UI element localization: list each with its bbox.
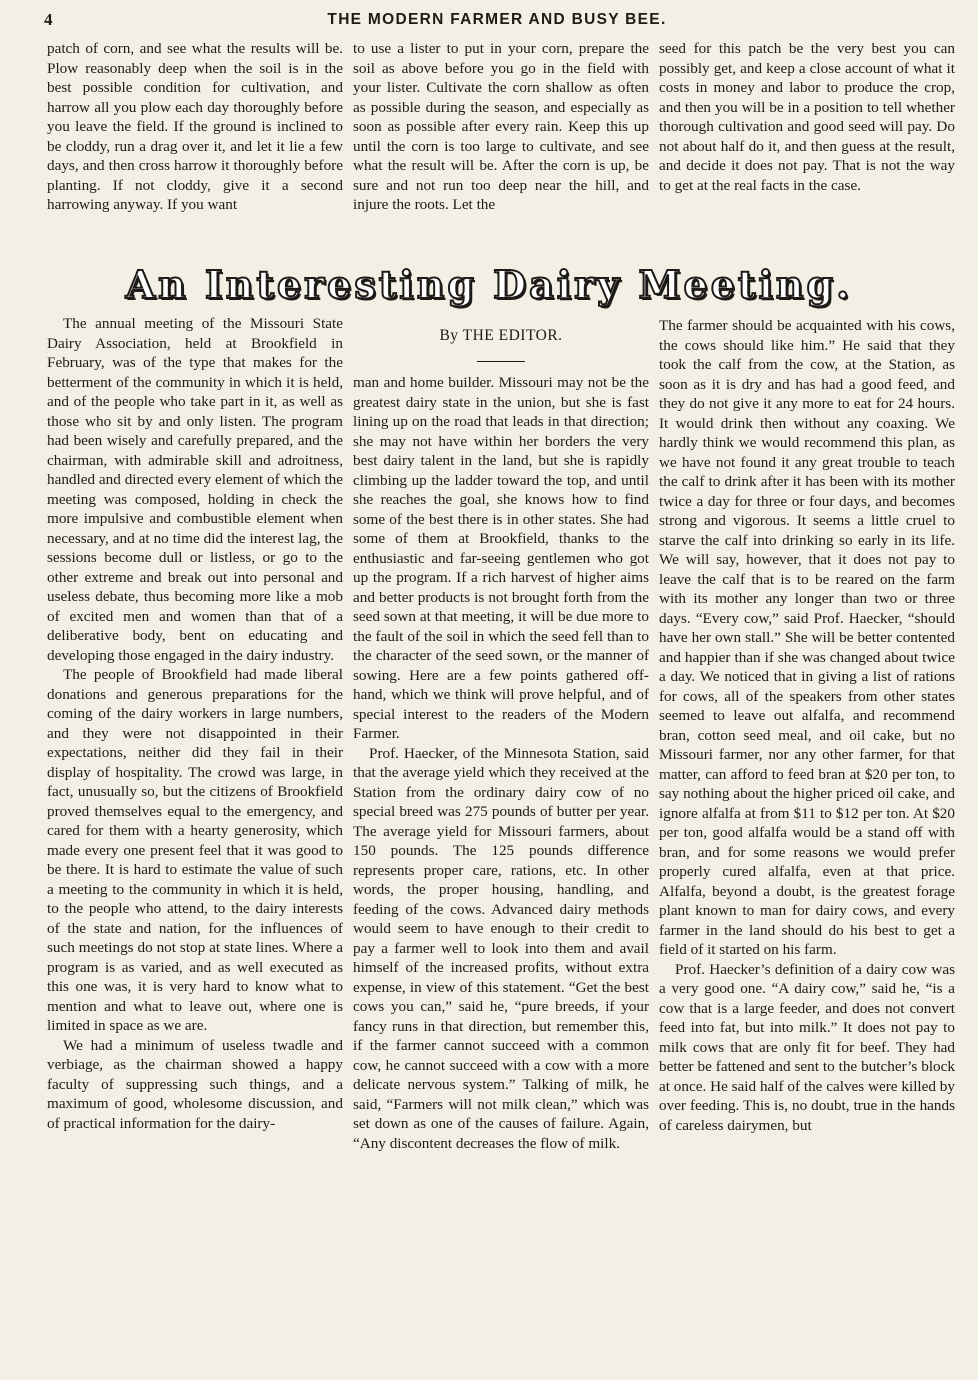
continued-column-2 bbox=[353, 39, 649, 253]
paragraph: The annual meeting of the Missouri State Dairy Association, held at Brookfield in February, was of the type that makes for the betterment of the community in which it is held, and of the people who take part in it, as well as those who sit by and only listen. The program had been wisely and carefully prepared, and the chairman, with admirable skill and adroitness, handled and directed every element of which the meeting was composed, holding in check the more impulsive and combustible element when necessary, and at no time did the interest lag, the sessions become dull or listless, or go to the other extreme and break out into personal and useless debate, thus becoming more like a mob of excited men and women than that of a deliberative body, bent on educating and developing those engaged in the dairy industry. bbox=[47, 315, 343, 664]
article-title: An Interesting Dairy Meeting. bbox=[125, 262, 853, 307]
paragraph: We had a minimum of useless twadle and verbiage, as the chairman showed a happy faculty of suppressing such things, and a maximum of good, wholesome discussion, and of practical information for the dairy- bbox=[47, 1036, 343, 1132]
byline-rule bbox=[477, 361, 525, 362]
byline: By THE EDITOR. bbox=[439, 327, 563, 344]
paragraph: seed for this patch be the very best you can possibly get, and keep a close account of what it costs in money and labor to produce the crop, and then you will be in a position to tell whether thorough cultivation and good seed will pay. Do not about half do it, and then guess at the result, and decide it does not pay. That is not the way to get at the real facts in the case. bbox=[659, 40, 955, 194]
article-column-1 bbox=[47, 314, 343, 1374]
paragraph: The farmer should be acquainted with his cows, the cows should like him.” He said that they took the calf from the cow, at the Station, as soon as it is dry and has had a good feed, and they do not give it any more to eat for 24 hours. It would drink then without any coaxing. We hardly think we would recommend this plan, as we have not found it any great trouble to teach the calf to drink after it has been with its mother twice a day for three or four days, and becomes strong and vigorous. It seems a little cruel to starve the calf into drinking so early in its life. We will say, however, that it does not pay to leave the calf that is to be reared on the farm with its mother any longer than two or three days. “Every cow,” said Prof. Haecker, “should have her own stall.” She will be better contented and happier than if she was changed about twice a day. We noticed that in giving a list of rations for cows, all of the speakers from other states seemed to leave out alfalfa, and recommend bran, cotton seed meal, and oil cake, but no Missouri farmer, nor any other farmer, for that matter, can afford to feed bran at $20 per ton, to say nothing about the higher priced oil cake, and ignore alfalfa at from $11 to $12 per ton. At $20 per ton, good alfalfa would be a stand off with bran, and for some reasons we would prefer properly cured alfalfa, even at that price. Alfalfa, beyond a doubt, is the greatest forage plant known to man for dairy cows, and every farmer in the land should do his best to get a field of it started on his farm. bbox=[659, 317, 955, 958]
paragraph: Prof. Haecker, of the Minnesota Station, said that the average yield which they received at the Station from the ordinary dairy cow of no special breed was 275 pounds of butter per year. The average yield for Missouri farmers, about 150 pounds. The 125 pounds difference represents proper care, rations, etc. In other words, the proper housing, handling, and feeding of the cows. Advanced dairy methods would seem to have enough to their credit to pay a farmer well to look into them and avail himself of the increased profits, without extra expense, in view of this statement. “Get the best cows you can,” said he, “pure breeds, if your fancy runs in that direction, but remember this, if the farmer cannot succeed with a common cow, he cannot succeed with a cow with a more delicate nervous system.” Talking of milk, he said, “Farmers will not milk clean,” which was set down as one of the causes of failure. Again, “Any discontent decreases the flow of milk. bbox=[353, 744, 649, 1152]
paragraph: The people of Brookfield had made liberal donations and generous preparations for the coming of the dairy workers in large numbers, and they were not disappointed in their expectations, neither did they fail in their display of hospitality. The crowd was large, in fact, unusually so, but the citizens of Brookfield proved themselves equal to the emergency, and cared for them with a hearty generosity, which made every one present feel that it was good to be there. It is hard to estimate the value of such a meeting to the community in which it is held, to the people who attend, to the dairy interests of the state and nation, for the influences of such meetings do not stop at state lines. Where a program is as varied, and as well executed as this one was, it is very hard to know what to mention and what to leave out, where one is limited in space as we are. bbox=[47, 666, 343, 1034]
paragraph: to use a lister to put in your corn, prepare the soil as above before you go in the field with your lister. Cultivate the corn shallow as often as possible during the season, and especially as soon as possible after every rain. Keep this up until the corn is too large to cultivate, and see what the result will be. After the corn is up, be sure and not run too deep near the hill, and injure the roots. Let the bbox=[353, 40, 649, 213]
page-number: 4 bbox=[44, 10, 53, 29]
page-header bbox=[44, 10, 950, 32]
continued-column-1 bbox=[47, 39, 343, 253]
paragraph: Prof. Haecker’s definition of a dairy cow was a very good one. “A dairy cow,” said he, “is a cow that is a large feeder, and does not convert feed into fat, but into milk.” It does not pay to milk cows that are only fit for beef. They had better be fattened and sent to the butcher’s block at once. He said half of the calves were killed by over feeding. This is, no doubt, true in the hands of careless dairymen, but bbox=[659, 960, 955, 1134]
article-column-2 bbox=[353, 373, 649, 1374]
paragraph: man and home builder. Missouri may not be the greatest dairy state in the union, but she is fast lining up on the road that leads in that direction; she may not have within her borders the very best dairy talent in the land, but she is rapidly climbing up the ladder toward the top, and until she reaches the goal, she knows how to find some of the best there is in other states. She had some of them at Brookfield, thanks to the enthusiastic and far-seeing gentlemen who got up the program. If a rich harvest of higher aims and better products is not brought forth from the seed sown at that meeting, it will be due more to the fault of the soil in which the seed fell than to the character of the seed sown, or the manner of sowing. Here are a few points gathered off-hand, which we think will prove helpful, and of special interest to the readers of the Modern Farmer. bbox=[353, 374, 649, 742]
article-column-3 bbox=[659, 316, 955, 1374]
paragraph: patch of corn, and see what the results will be. Plow reasonably deep when the soil is in the best possible condition for cultivation, and harrow all you plow each day thoroughly before you leave the field. If the ground is inclined to be cloddy, run a drag over it, and let it lie a few days, and then cross harrow it thoroughly before planting. If not cloddy, give it a second harrowing anyway. If you want bbox=[47, 40, 343, 213]
continued-column-3 bbox=[659, 39, 955, 253]
running-head: THE MODERN FARMER AND BUSY BEE. bbox=[327, 11, 667, 28]
